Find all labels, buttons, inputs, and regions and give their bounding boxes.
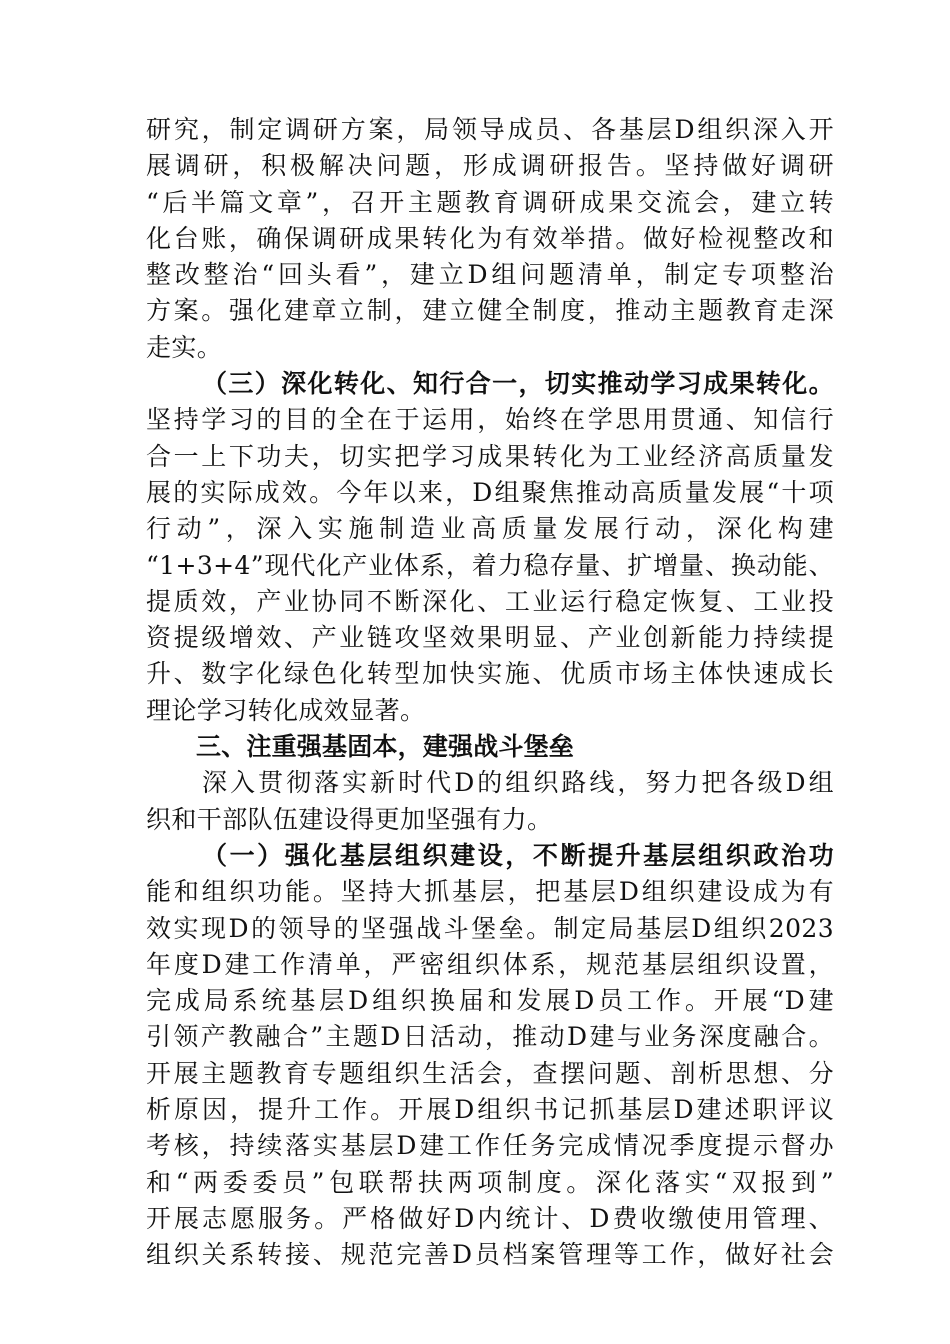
paragraph-grassroots	[146, 838, 834, 1274]
text-line: 化台账，确保调研成果转化为有效举措。做好检视整改和	[146, 223, 834, 253]
text-line: 坚持学习的目的全在于运用，始终在学思用贯通、知信行	[146, 405, 834, 435]
text-line: 资提级增效、产业链攻坚效果明显、产业创新能力持续提	[146, 623, 834, 653]
text-line: 理论学习转化成效显著。	[146, 695, 426, 725]
text-line: 开展主题教育专题组织生活会，查摆问题、剖析思想、分	[146, 1058, 834, 1088]
subheading-line: （一）强化基层组织建设，不断提升基层组织政治功	[202, 840, 834, 870]
text-line: 完成局系统基层D组织换届和发展D员工作。开展“D建	[146, 986, 834, 1016]
text-line: 行动”，深入实施制造业高质量发展行动，深化构建	[146, 514, 834, 544]
text-line: 组织关系转接、规范完善D员档案管理等工作，做好社会	[146, 1240, 834, 1270]
subheading-line: （三）深化转化、知行合一，切实推动学习成果转化。	[202, 369, 834, 399]
text-line: “1+3+4”现代化产业体系，着力稳存量、扩增量、换动能、	[146, 550, 834, 580]
text-line: 研究，制定调研方案，局领导成员、各基层D组织深入开	[146, 115, 834, 144]
text-line: 引领产教融合”主题D日活动，推动D建与业务深度融合。	[146, 1022, 834, 1052]
text-line: 升、数字化绿色化转型加快实施、优质市场主体快速成长	[146, 659, 834, 689]
paragraph-organization-line	[146, 765, 834, 838]
text-line: 考核，持续落实基层D建工作任务完成情况季度提示督办	[146, 1131, 834, 1161]
text-line: 织和干部队伍建设得更加坚强有力。	[146, 804, 553, 834]
text-line: 析原因，提升工作。开展D组织书记抓基层D建述职评议	[146, 1095, 834, 1125]
text-line: 展调研，积极解决问题，形成调研报告。坚持做好调研	[146, 151, 834, 181]
text-line: 深入贯彻落实新时代D的组织路线，努力把各级D组	[202, 768, 834, 798]
text-line: “后半篇文章”，召开主题教育调研成果交流会，建立转	[146, 187, 834, 217]
section-heading: 三、注重强基固本，建强战斗堡垒	[196, 732, 575, 762]
document-body	[146, 112, 834, 1274]
text-line: 合一上下功夫，切实把学习成果转化为工业经济高质量发	[146, 441, 834, 471]
text-line: 效实现D的领导的坚强战斗堡垒。制定局基层D组织2023	[146, 913, 834, 943]
paragraph-research	[146, 112, 834, 366]
text-line: 年度D建工作清单，严密组织体系，规范基层组织设置，	[146, 949, 834, 979]
text-line: 提质效，产业协同不断深化、工业运行稳定恢复、工业投	[146, 586, 834, 616]
text-line: 走实。	[146, 332, 223, 362]
text-line: 方案。强化建章立制，建立健全制度，推动主题教育走深	[146, 296, 834, 326]
text-line: 开展志愿服务。严格做好D内统计、D费收缴使用管理、	[146, 1203, 834, 1233]
text-line: 展的实际成效。今年以来，D组聚焦推动高质量发展“十项	[146, 477, 834, 507]
text-line: 和“两委委员”包联帮扶两项制度。深化落实“双报到”	[146, 1167, 834, 1197]
paragraph-transformation	[146, 366, 834, 729]
text-line: 整改整治“回头看”，建立D组问题清单，制定专项整治	[146, 260, 834, 290]
text-line: 能和组织功能。坚持大抓基层，把基层D组织建设成为有	[146, 877, 834, 907]
